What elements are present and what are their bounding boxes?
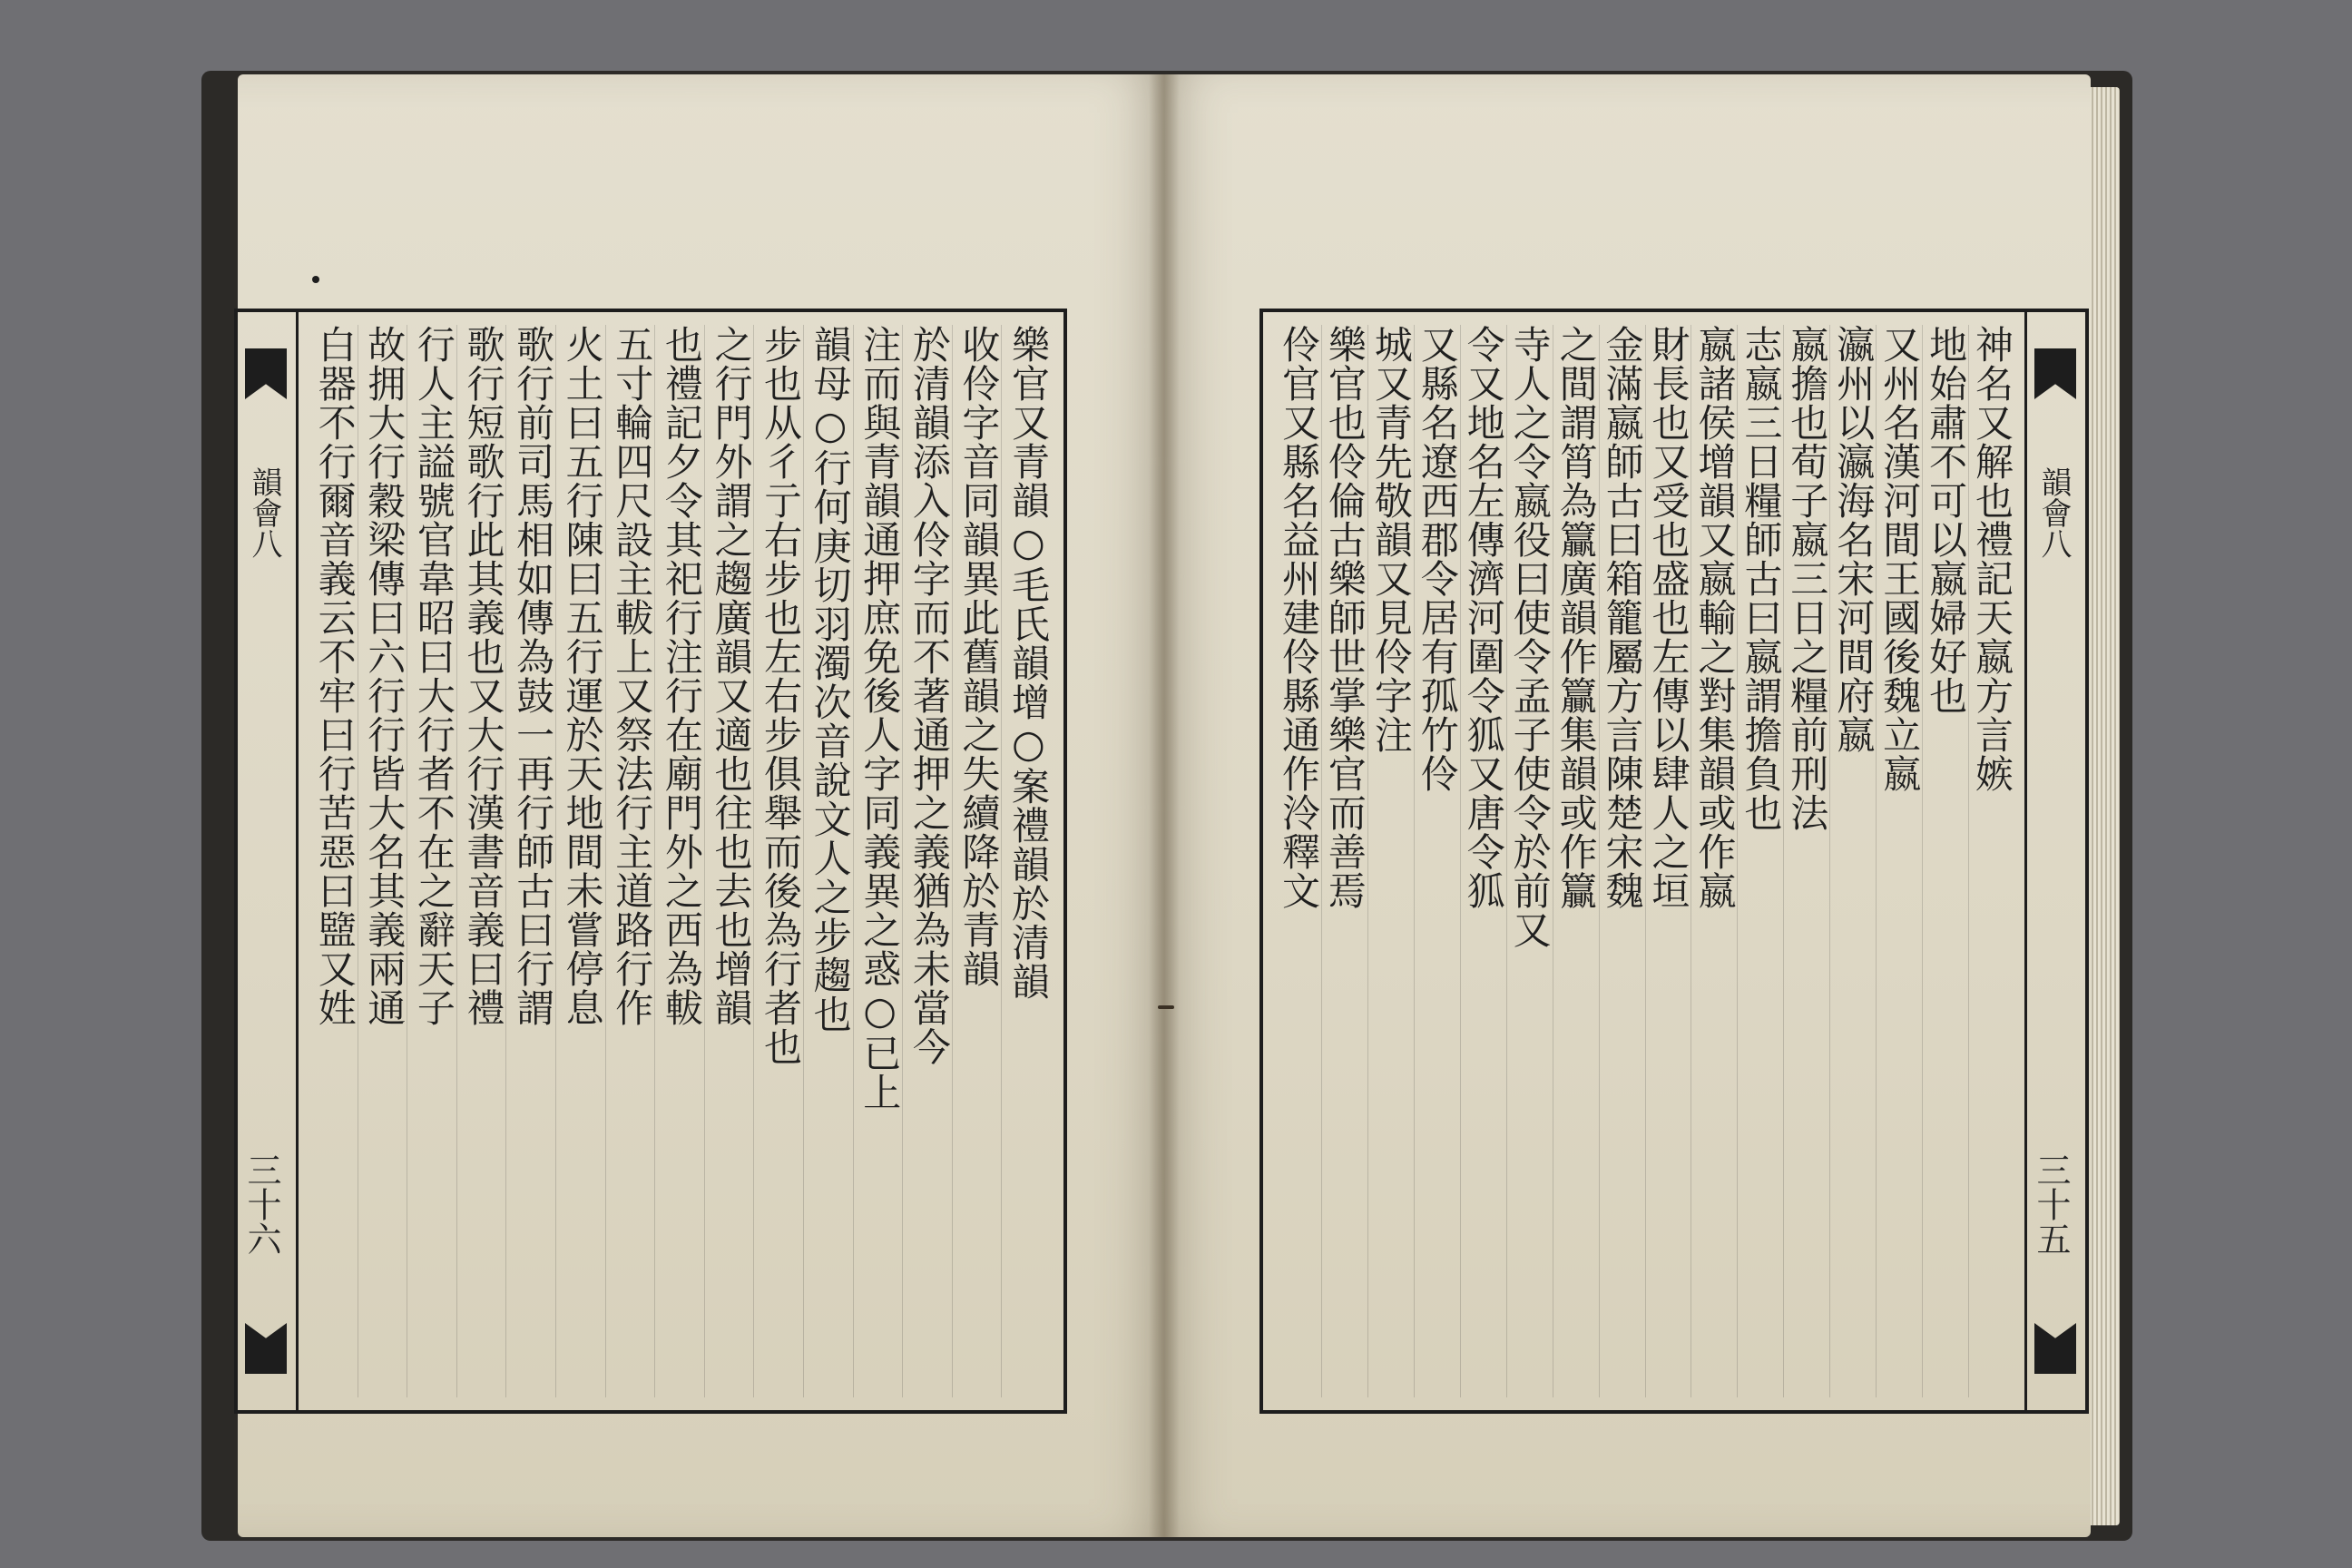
text-column: 韻母○行何庚切羽濁次音說文人之步趨也	[803, 325, 853, 1397]
fishtail-top-icon	[2034, 348, 2076, 399]
text-column: 財長也又受也盛也左傳以肆人之垣	[1645, 325, 1691, 1397]
text-column: 樂官又青韻○毛氏韻增○案禮韻於清韻	[1001, 325, 1051, 1397]
text-column: 收伶字音同韻異此舊韻之失續降於青韻	[952, 325, 1002, 1397]
text-column: 嬴擔也荀子嬴三日之糧前刑法	[1783, 325, 1829, 1397]
fold-title: 韻會八	[2035, 466, 2072, 559]
text-column: 金滿嬴師古曰箱籠屬方言陳楚宋魏	[1599, 325, 1645, 1397]
left-text-block	[234, 309, 1067, 1414]
book-gutter	[1149, 74, 1180, 1537]
binding-thread	[1158, 1005, 1174, 1009]
text-column: 之間謂筲為籯廣韻作籯集韻或作籯	[1553, 325, 1599, 1397]
text-column: 地始肅不可以嬴婦好也	[1922, 325, 1968, 1397]
text-column: 白器不行爾音義云不牢曰行苦惡曰盬又姓	[312, 325, 358, 1027]
left-fold-strip	[238, 312, 299, 1410]
text-column: 志嬴三日糧師古曰嬴謂擔負也	[1737, 325, 1783, 1397]
text-column: 令又地名左傳濟河圍令狐又唐令狐	[1460, 325, 1506, 1397]
folio-number: 三十五	[2031, 1152, 2071, 1256]
fishtail-top-icon	[245, 348, 287, 399]
text-column: 行人主謚號官韋昭曰大行者不在之辭天子	[407, 325, 456, 1397]
folio-number: 三十六	[241, 1152, 281, 1256]
text-column: 火土曰五行陳曰五行運於天地間未嘗停息	[555, 325, 605, 1397]
text-column: 寺人之令嬴役曰使令孟子使令於前又	[1506, 325, 1553, 1397]
text-column: 於清韻添入伶字而不著通押之義猶為未當今	[902, 325, 952, 1397]
text-column: 神名又解也禮記天嬴方言嫉	[1968, 325, 2014, 1397]
fold-title: 韻會八	[246, 466, 282, 559]
right-fold-strip	[2024, 312, 2085, 1410]
right-text-columns	[1276, 325, 2014, 1397]
text-column: 歌行前司馬相如傳為鼓一再行師古曰行謂	[505, 325, 555, 1397]
text-column: 注而與青韻通押庶免後人字同義異之惑○已上	[853, 325, 903, 1397]
text-column: 故拥大行穀梁傳曰六行行皆大名其義兩通	[358, 325, 407, 1397]
text-column: 又州名漢河間王國後魏立嬴	[1876, 325, 1922, 1397]
page-dot	[312, 276, 319, 283]
text-column: 瀛州以瀛海名宋河間府嬴	[1829, 325, 1876, 1397]
text-column: 又縣名遼西郡令居有孤竹伶	[1414, 325, 1460, 1397]
left-text-columns	[309, 325, 1051, 1397]
text-column: 也禮記夕令其祀行注行在廟門外之西為軷	[654, 325, 704, 1397]
text-column: 五寸輪四尺設主軷上又祭法行主道路行作	[605, 325, 655, 1397]
text-column: 伶官又縣名益州建伶縣通作泠釋文	[1276, 325, 1321, 910]
text-column: 步也从彳亍右步也左右步俱舉而後為行者也	[753, 325, 803, 1397]
text-column: 歌行短歌行此其義也又大行漢書音義曰禮	[456, 325, 506, 1397]
text-column: 嬴諸侯增韻又嬴輸之對集韻或作嬴	[1690, 325, 1737, 1397]
right-text-block	[1259, 309, 2089, 1414]
text-column: 樂官也伶倫古樂師世掌樂官而善焉	[1321, 325, 1367, 1397]
text-column: 之行門外謂之趨廣韻又適也往也去也增韻	[704, 325, 754, 1397]
text-column: 城又青先敬韻又見伶字注	[1367, 325, 1414, 1397]
fishtail-bottom-icon	[2034, 1323, 2076, 1374]
fishtail-bottom-icon	[245, 1323, 287, 1374]
